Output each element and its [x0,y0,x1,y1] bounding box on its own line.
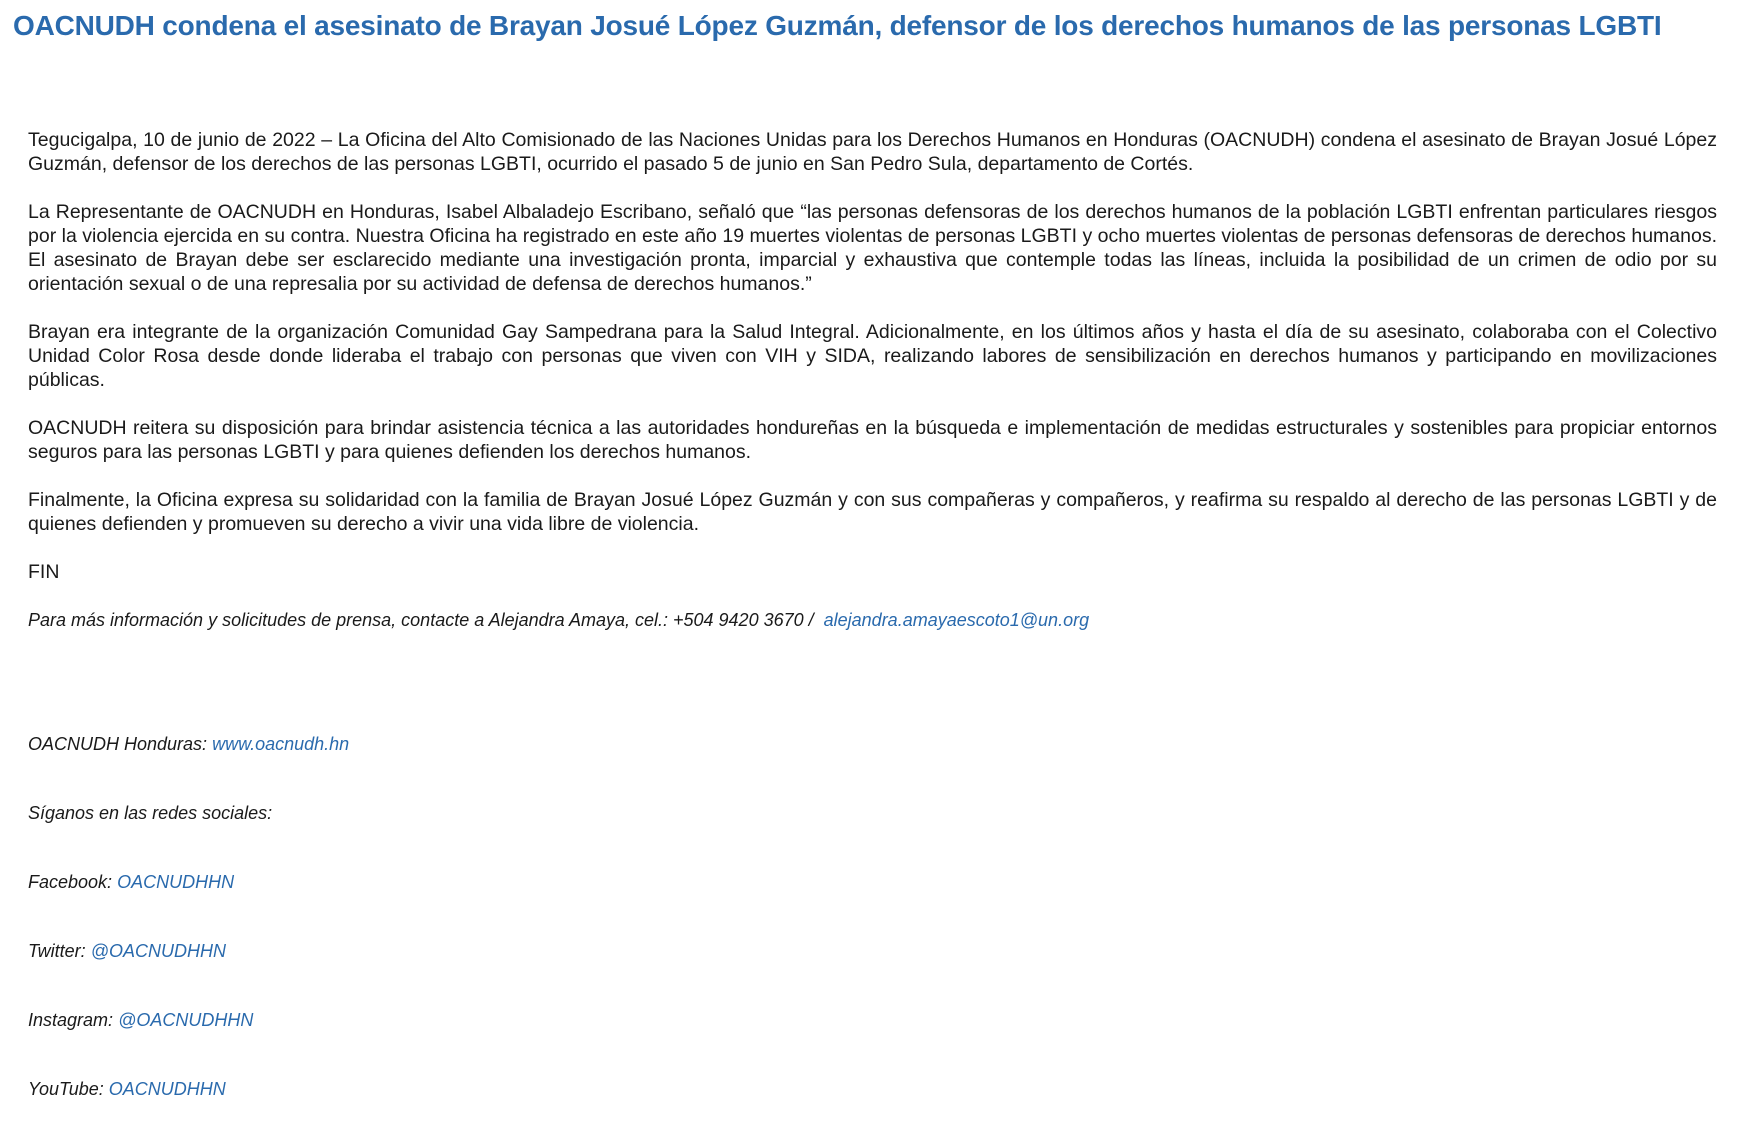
facebook-label: Facebook: [28,872,113,892]
paragraph-solidarity: Finalmente, la Oficina expresa su solidaridad con la familia de Brayan Josué López Guzmán y con sus compañeras y compañeros, y reafirma su respaldo al derecho de las personas LGBTI y de quienes defienden y promueven su derecho a vivir una vida libre de violencia. [28,489,1717,535]
footer-youtube [28,1077,1028,1101]
footer-twitter [28,939,1028,963]
youtube-link[interactable]: OACNUDHHN [108,1079,226,1099]
paragraph-intro: Tegucigalpa, 10 de junio de 2022 – La Oficina del Alto Comisionado de las Naciones Unidas para los Derechos Humanos en Honduras (OACNUDH) condena el asesinato de Brayan Josué López Guzmán, defensor de los derechos de las personas LGBTI, ocurrido el pasado 5 de junio en San Pedro Sula, departamento de Cortés. [28,129,1717,175]
footer [28,732,1028,1146]
article-body [28,128,1717,632]
paragraph-brayan-background: Brayan era integrante de la organización Comunidad Gay Sampedrana para la Salud Integral. Adicionalmente, en los últimos años y hasta el día de su asesinato, colaboraba con el Colectivo Unidad Color Rosa desde donde lideraba el trabajo con personas que viven con VIH y SIDA, realizando labores de sensibilización en derechos humanos y participando en movilizaciones públicas. [28,321,1717,391]
instagram-label: Instagram: [28,1010,114,1030]
footer-website-label: OACNUDH Honduras: [28,734,208,754]
paragraph-technical-assistance: OACNUDH reitera su disposición para brindar asistencia técnica a las autoridades hondureñas en la búsqueda e implementación de medidas estructurales y sostenibles para propiciar entornos seguros para las personas LGBTI y para quienes defienden los derechos humanos. [28,417,1717,463]
social-heading: Síganos en las redes sociales: [28,803,273,823]
paragraph-representative-quote: La Representante de OACNUDH en Honduras, Isabel Albaladejo Escribano, señaló que “las personas defensoras de los derechos humanos de la población LGBTI enfrentan particulares riesgos por la violencia ejercida en su contra. Nuestra Oficina ha registrado en este año 19 muertes violentas de personas LGBTI y ocho muertes violentas de personas defensoras de derechos humanos. El asesinato de Brayan debe ser esclarecido mediante una investigación pronta, imparcial y exhaustiva que contemple todas las líneas, incluida la posibilidad de un crimen de odio por su orientación sexual o de una represalia por su actividad de defensa de derechos humanos.” [28,201,1717,295]
footer-instagram [28,1008,1028,1032]
twitter-link[interactable]: @OACNUDHHN [90,941,226,961]
footer-website [28,732,1028,756]
youtube-label: YouTube: [28,1079,104,1099]
twitter-label: Twitter: [28,941,86,961]
website-link[interactable]: www.oacnudh.hn [212,734,350,754]
facebook-link[interactable]: OACNUDHHN [117,872,235,892]
instagram-link[interactable]: @OACNUDHHN [118,1010,254,1030]
press-contact-email-link[interactable]: alejandra.amayaescoto1@un.org [823,610,1090,630]
footer-facebook [28,870,1028,894]
page-title: OACNUDH condena el asesinato de Brayan Josué López Guzmán, defensor de los derechos humanos de las personas LGBTI [13,10,1662,41]
press-contact-text: Para más información y solicitudes de prensa, contacte a Alejandra Amaya, cel.: +504 9420 3670 / [28,610,814,630]
fin-marker: FIN [28,561,60,583]
press-contact [28,608,1717,632]
